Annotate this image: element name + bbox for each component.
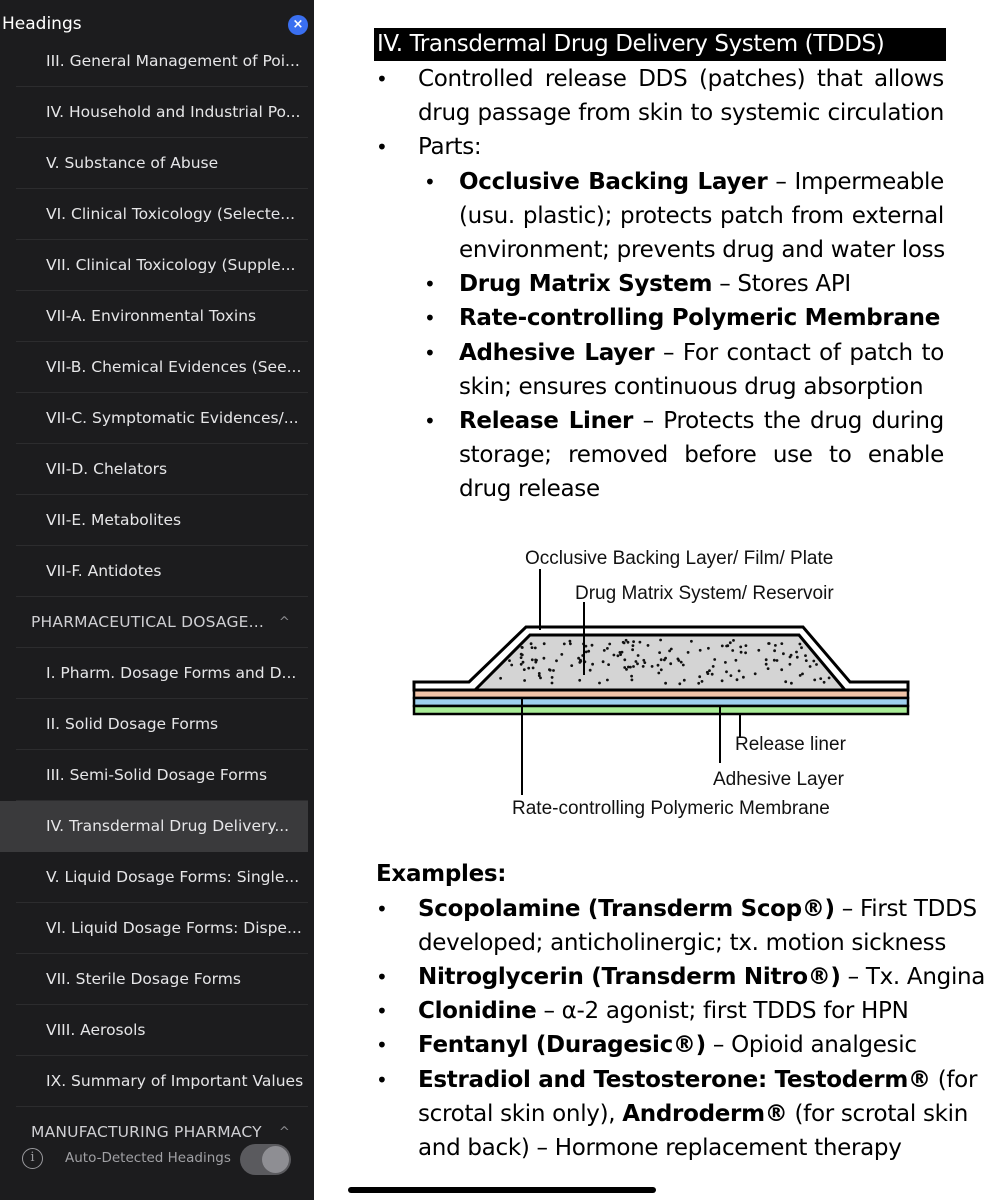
auto-detected-headings-label: Auto-Detected Headings bbox=[65, 1150, 231, 1166]
drug-particle bbox=[721, 679, 724, 682]
drug-particle bbox=[606, 647, 609, 650]
drug-particle bbox=[538, 674, 541, 677]
heading-item-selected[interactable] bbox=[0, 801, 308, 852]
heading-item[interactable] bbox=[16, 87, 308, 138]
drug-particle bbox=[801, 673, 804, 676]
heading-item-label: VII-C. Symptomatic Evidences/... bbox=[46, 409, 299, 427]
sidebar-footer bbox=[0, 1140, 314, 1200]
drug-particle bbox=[603, 649, 606, 652]
bullet: • bbox=[376, 67, 388, 91]
heading-item[interactable] bbox=[16, 342, 308, 393]
drug-particle bbox=[660, 658, 663, 661]
drug-particle bbox=[532, 667, 535, 670]
examples-label: Examples: bbox=[376, 861, 507, 887]
bullet: • bbox=[376, 1068, 388, 1092]
bullet: • bbox=[424, 341, 436, 365]
drug-particle bbox=[632, 640, 635, 643]
drug-particle bbox=[642, 665, 645, 668]
drug-particle bbox=[745, 644, 748, 647]
parts-label: Parts: bbox=[418, 134, 482, 160]
heading-section[interactable] bbox=[16, 597, 308, 648]
bullet: • bbox=[376, 897, 388, 921]
document-page bbox=[314, 0, 997, 1200]
heading-item[interactable] bbox=[16, 648, 308, 699]
auto-detected-headings-toggle[interactable] bbox=[240, 1144, 291, 1175]
chevron-up-icon[interactable]: ^ bbox=[278, 615, 290, 630]
drug-particle bbox=[725, 670, 728, 673]
headings-sidebar bbox=[0, 0, 314, 1200]
drug-particle bbox=[701, 680, 704, 683]
example-scopolamine-desc: – First TDDS bbox=[841, 896, 977, 922]
drug-particle bbox=[569, 640, 572, 643]
drug-particle bbox=[711, 673, 714, 676]
example-nitroglycerin-desc: – Tx. Angina bbox=[847, 964, 986, 990]
drug-particle bbox=[623, 658, 626, 661]
drug-particle bbox=[731, 649, 734, 652]
drug-particle bbox=[687, 651, 690, 654]
drug-particle bbox=[683, 679, 686, 682]
drug-particle bbox=[636, 662, 639, 665]
heading-item[interactable] bbox=[16, 495, 308, 546]
drug-particle bbox=[630, 675, 633, 678]
heading-item[interactable] bbox=[16, 1056, 308, 1107]
bullet: • bbox=[424, 272, 436, 296]
heading-item[interactable] bbox=[16, 546, 308, 597]
example-scopolamine-line bbox=[418, 892, 977, 926]
heading-item-label: VII. Sterile Dosage Forms bbox=[46, 970, 241, 988]
drug-particle bbox=[773, 649, 776, 652]
drug-particle bbox=[570, 664, 573, 667]
drug-particle bbox=[664, 682, 667, 685]
drug-particle bbox=[738, 670, 741, 673]
part-liner-line bbox=[459, 404, 944, 438]
heading-item[interactable] bbox=[16, 393, 308, 444]
drug-particle bbox=[534, 661, 537, 664]
part-occlusive-name: Occlusive Backing Layer bbox=[459, 169, 768, 195]
tdds-diagram bbox=[409, 540, 919, 825]
heading-item-label: VII-E. Metabolites bbox=[46, 511, 182, 529]
part-adhesive-line bbox=[459, 336, 944, 370]
toggle-knob bbox=[262, 1146, 289, 1173]
drug-particle bbox=[534, 647, 537, 650]
drug-particle bbox=[789, 656, 792, 659]
headings-list bbox=[0, 36, 314, 1140]
drug-particle bbox=[651, 665, 654, 668]
example-estradiol-name: Estradiol and Testosterone: Testoderm® bbox=[418, 1067, 931, 1093]
drug-particle bbox=[520, 656, 523, 659]
drug-particle bbox=[598, 682, 601, 685]
example-estradiol-text: scrotal skin only), bbox=[418, 1101, 616, 1127]
example-clonidine-line bbox=[418, 994, 909, 1028]
bullet: • bbox=[424, 409, 436, 433]
drug-particle bbox=[619, 651, 622, 654]
drug-particle bbox=[579, 660, 582, 663]
drug-particle bbox=[708, 669, 711, 672]
drug-particle bbox=[508, 659, 511, 662]
drug-particle bbox=[627, 641, 630, 644]
example-nitroglycerin-name: Nitroglycerin (Transderm Nitro®) bbox=[418, 964, 841, 990]
heading-item-label: V. Liquid Dosage Forms: Single... bbox=[46, 868, 300, 886]
drug-particle bbox=[543, 657, 546, 660]
drug-particle bbox=[800, 646, 803, 649]
section-title: IV. Transdermal Drug Delivery System (TDDS) bbox=[374, 28, 946, 61]
info-icon[interactable]: i bbox=[22, 1148, 43, 1169]
drug-particle bbox=[647, 644, 650, 647]
example-estradiol-desc: (for bbox=[937, 1067, 978, 1093]
drug-particle bbox=[668, 650, 671, 653]
drug-particle bbox=[804, 654, 807, 657]
drug-particle bbox=[828, 677, 831, 680]
part-occlusive-line: environment; prevents drug and water loss bbox=[459, 237, 945, 263]
heading-item-label: VI. Clinical Toxicology (Selecte... bbox=[46, 205, 296, 223]
heading-item-label: I. Pharm. Dosage Forms and D... bbox=[46, 664, 297, 682]
drug-particle bbox=[637, 654, 640, 657]
drug-particle bbox=[678, 682, 681, 685]
release-liner-layer bbox=[414, 706, 908, 714]
drug-particle bbox=[780, 642, 783, 645]
heading-item[interactable] bbox=[16, 699, 308, 750]
drug-particle bbox=[713, 658, 716, 661]
drug-particle bbox=[530, 642, 533, 645]
example-estradiol-line bbox=[418, 1063, 978, 1097]
drug-particle bbox=[690, 640, 693, 643]
drug-particle bbox=[819, 677, 822, 680]
drug-particle bbox=[591, 644, 594, 647]
drug-particle bbox=[551, 676, 554, 679]
drug-particle bbox=[531, 646, 534, 649]
drug-particle bbox=[796, 656, 799, 659]
close-icon[interactable]: × bbox=[288, 15, 308, 35]
drug-particle bbox=[784, 680, 787, 683]
drug-particle bbox=[657, 664, 660, 667]
part-matrix-name: Drug Matrix System bbox=[459, 271, 713, 297]
heading-item-label: IX. Summary of Important Values bbox=[46, 1072, 304, 1090]
example-androderm-desc: (for scrotal skin bbox=[794, 1101, 969, 1127]
drug-particle bbox=[623, 666, 626, 669]
drug-particle bbox=[776, 659, 779, 662]
bullet: • bbox=[376, 1033, 388, 1057]
example-fentanyl-name: Fentanyl (Duragesic®) bbox=[418, 1032, 706, 1058]
drug-particle bbox=[520, 663, 523, 666]
drug-particle bbox=[569, 642, 572, 645]
heading-item[interactable] bbox=[16, 36, 308, 87]
heading-item-label: III. Semi-Solid Dosage Forms bbox=[46, 766, 268, 784]
drug-particle bbox=[499, 677, 502, 680]
chevron-up-icon[interactable]: ^ bbox=[278, 1125, 290, 1140]
heading-item-label: IV. Transdermal Drug Delivery... bbox=[46, 817, 290, 835]
drug-particle bbox=[765, 658, 768, 661]
drug-particle bbox=[632, 644, 635, 647]
heading-item[interactable] bbox=[16, 852, 308, 903]
bullet: • bbox=[424, 170, 436, 194]
heading-item-label: VII. Clinical Toxicology (Supple... bbox=[46, 256, 296, 274]
drug-particle bbox=[657, 672, 660, 675]
drug-particle bbox=[739, 646, 742, 649]
drug-particle bbox=[627, 666, 630, 669]
heading-item[interactable] bbox=[16, 954, 308, 1005]
part-matrix-line bbox=[459, 267, 851, 301]
example-scopolamine-name: Scopolamine (Transderm Scop®) bbox=[418, 896, 835, 922]
drug-particle bbox=[658, 651, 661, 654]
example-fentanyl-line bbox=[418, 1028, 917, 1062]
drug-particle bbox=[587, 650, 590, 653]
drug-particle bbox=[730, 674, 733, 677]
drug-particle bbox=[589, 669, 592, 672]
heading-item-label: VII-A. Environmental Toxins bbox=[46, 307, 257, 325]
drug-particle bbox=[608, 643, 611, 646]
drug-particle bbox=[742, 676, 745, 679]
part-liner-desc: – Protects the drug during bbox=[642, 408, 944, 434]
drug-particle bbox=[767, 667, 770, 670]
heading-item-label: III. General Management of Poi... bbox=[46, 52, 300, 70]
drug-particle bbox=[765, 663, 768, 666]
drug-particle bbox=[527, 667, 530, 670]
drug-particle bbox=[635, 660, 638, 663]
part-adhesive-name: Adhesive Layer bbox=[459, 340, 655, 366]
heading-item[interactable] bbox=[16, 189, 308, 240]
sidebar-title: Headings bbox=[2, 14, 82, 34]
drug-particle bbox=[632, 665, 635, 668]
drug-particle bbox=[606, 679, 609, 682]
drug-particle bbox=[664, 657, 667, 660]
drug-particle bbox=[521, 654, 524, 657]
drug-particle bbox=[735, 659, 738, 662]
part-adhesive-line: skin; ensures continuous drug absorption bbox=[459, 374, 924, 400]
drug-particle bbox=[805, 659, 808, 662]
heading-item-label: VIII. Aerosols bbox=[46, 1021, 146, 1039]
home-indicator[interactable] bbox=[348, 1187, 656, 1193]
drug-particle bbox=[780, 668, 783, 671]
drug-particle bbox=[782, 652, 785, 655]
example-scopolamine-line: developed; anticholinergic; tx. motion sickness bbox=[418, 930, 947, 956]
drug-particle bbox=[736, 678, 739, 681]
drug-particle bbox=[697, 682, 700, 685]
drug-particle bbox=[510, 664, 513, 667]
drug-particle bbox=[523, 668, 526, 671]
part-liner-name: Release Liner bbox=[459, 408, 634, 434]
drug-particle bbox=[560, 653, 563, 656]
label-liner: Release liner bbox=[735, 734, 846, 755]
heading-section-label: PHARMACEUTICAL DOSAGE... bbox=[31, 613, 265, 631]
drug-particle bbox=[585, 651, 588, 654]
part-membrane-name: Rate-controlling Polymeric Membrane bbox=[459, 305, 941, 331]
drug-particle bbox=[712, 665, 715, 668]
drug-particle bbox=[548, 668, 551, 671]
drug-particle bbox=[577, 657, 580, 660]
drug-particle bbox=[639, 641, 642, 644]
drug-particle bbox=[659, 639, 662, 642]
drug-particle bbox=[669, 662, 672, 665]
heading-item-label: VII-D. Chelators bbox=[46, 460, 168, 478]
drug-particle bbox=[682, 664, 685, 667]
example-clonidine-name: Clonidine bbox=[418, 998, 537, 1024]
part-liner-line: drug release bbox=[459, 476, 600, 502]
label-membrane: Rate-controlling Polymeric Membrane bbox=[512, 798, 830, 819]
drug-particle bbox=[521, 646, 524, 649]
example-nitroglycerin-line bbox=[418, 960, 985, 994]
drug-particle bbox=[768, 642, 771, 645]
drug-particle bbox=[809, 665, 812, 668]
heading-item[interactable] bbox=[16, 240, 308, 291]
part-occlusive-desc: – Impermeable bbox=[775, 169, 944, 195]
example-fentanyl-desc: – Opioid analgesic bbox=[712, 1032, 917, 1058]
example-clonidine-desc: – α-2 agonist; first TDDS for HPN bbox=[543, 998, 909, 1024]
heading-item[interactable] bbox=[16, 291, 308, 342]
drug-particle bbox=[552, 669, 555, 672]
intro-line: Controlled release DDS (patches) that allows bbox=[418, 66, 944, 92]
drug-particle bbox=[660, 668, 663, 671]
drug-particle bbox=[789, 663, 792, 666]
example-estradiol-line: and back) – Hormone replacement therapy bbox=[418, 1135, 902, 1161]
drug-particle bbox=[563, 643, 566, 646]
heading-item-label: VII-B. Chemical Evidences (See... bbox=[46, 358, 302, 376]
drug-particle bbox=[555, 659, 558, 662]
drug-particle bbox=[823, 681, 826, 684]
label-backing: Occlusive Backing Layer/ Film/ Plate bbox=[525, 548, 834, 569]
drug-particle bbox=[707, 647, 710, 650]
drug-particle bbox=[757, 649, 760, 652]
drug-particle bbox=[725, 645, 728, 648]
heading-item[interactable] bbox=[16, 444, 308, 495]
drug-particle bbox=[613, 654, 616, 657]
drug-particle bbox=[754, 672, 757, 675]
drug-particle bbox=[799, 643, 802, 646]
drug-particle bbox=[815, 663, 818, 666]
drug-particle bbox=[578, 679, 581, 682]
drug-particle bbox=[677, 659, 680, 662]
drug-particle bbox=[551, 682, 554, 685]
example-androderm-name: Androderm® bbox=[622, 1101, 788, 1127]
bullet: • bbox=[376, 965, 388, 989]
drug-particle bbox=[617, 654, 620, 657]
drug-particle bbox=[744, 651, 747, 654]
drug-particle bbox=[774, 644, 777, 647]
drug-particle bbox=[740, 651, 743, 654]
heading-item-label: II. Solid Dosage Forms bbox=[46, 715, 219, 733]
part-adhesive-desc: – For contact of patch to bbox=[662, 340, 944, 366]
drug-particle bbox=[790, 682, 793, 685]
drug-particle bbox=[724, 661, 727, 664]
heading-item-label: VII-F. Antidotes bbox=[46, 562, 162, 580]
heading-item[interactable] bbox=[16, 138, 308, 189]
drug-particle bbox=[543, 642, 546, 645]
drug-particle bbox=[531, 658, 534, 661]
drug-particle bbox=[607, 663, 610, 666]
drug-particle bbox=[622, 641, 625, 644]
drug-particle bbox=[799, 674, 802, 677]
heading-section-label: MANUFACTURING PHARMACY bbox=[31, 1123, 262, 1140]
drug-particle bbox=[706, 671, 709, 674]
bullet: • bbox=[424, 306, 436, 330]
drug-particle bbox=[631, 679, 634, 682]
heading-item-label: VI. Liquid Dosage Forms: Dispe... bbox=[46, 919, 302, 937]
drug-particle bbox=[699, 649, 702, 652]
part-liner-line: storage; removed before use to enable bbox=[459, 442, 944, 468]
label-adhesive: Adhesive Layer bbox=[713, 769, 844, 790]
drug-particle bbox=[773, 659, 776, 662]
heading-item[interactable] bbox=[16, 750, 308, 801]
drug-particle bbox=[795, 651, 798, 654]
drug-particle bbox=[591, 663, 594, 666]
heading-item-label: V. Substance of Abuse bbox=[46, 154, 219, 172]
heading-item[interactable] bbox=[16, 1005, 308, 1056]
part-occlusive-line: (usu. plastic); protects patch from external bbox=[459, 203, 944, 229]
drug-particle bbox=[721, 645, 724, 648]
heading-section[interactable] bbox=[16, 1107, 308, 1140]
drug-particle bbox=[698, 675, 701, 678]
drug-particle bbox=[643, 661, 646, 664]
heading-item-label: IV. Household and Industrial Po... bbox=[46, 103, 301, 121]
part-occlusive-line bbox=[459, 165, 944, 199]
drug-particle bbox=[813, 679, 816, 682]
drug-particle bbox=[812, 660, 815, 663]
intro-line: drug passage from skin to systemic circulation bbox=[418, 100, 944, 126]
part-matrix-desc: – Stores API bbox=[719, 271, 851, 297]
drug-particle bbox=[732, 639, 735, 642]
bullet: • bbox=[376, 999, 388, 1023]
example-estradiol-line bbox=[418, 1097, 969, 1131]
heading-item[interactable] bbox=[16, 903, 308, 954]
drug-particle bbox=[631, 648, 634, 651]
drug-particle bbox=[729, 641, 732, 644]
drug-particle bbox=[680, 661, 683, 664]
bullet: • bbox=[376, 135, 388, 159]
drug-particle bbox=[602, 660, 605, 663]
label-matrix: Drug Matrix System/ Reservoir bbox=[575, 583, 834, 604]
drug-particle bbox=[523, 679, 526, 682]
